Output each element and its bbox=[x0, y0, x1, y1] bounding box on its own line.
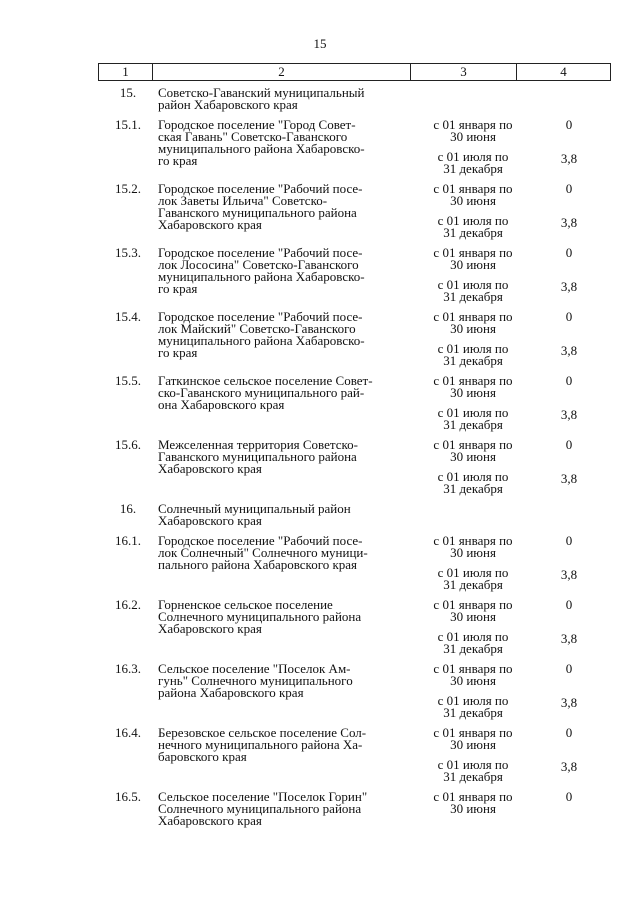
row-number: 15.1. bbox=[115, 117, 141, 132]
row-name-line: пального района Хабаровского края bbox=[158, 557, 358, 572]
row-name-line: Гаткинское сельское поселение Совет- bbox=[158, 373, 373, 388]
row-name bbox=[158, 311, 418, 367]
row-name-line: лок Солнечный" Солнечного муници- bbox=[158, 545, 368, 560]
row-number: 16.1. bbox=[115, 533, 141, 548]
period-line: с 01 января по bbox=[433, 725, 513, 740]
row-name-line: ская Гавань" Советско-Гаванского bbox=[158, 129, 348, 144]
rate-value: 3,8 bbox=[560, 407, 578, 422]
period-cell bbox=[418, 439, 528, 463]
period-line: с 01 июля по bbox=[437, 693, 509, 708]
period-line: с 01 июля по bbox=[437, 213, 509, 228]
table-row bbox=[98, 247, 610, 303]
row-number: 16.2. bbox=[115, 597, 141, 612]
row-name-line: го края bbox=[158, 281, 198, 296]
row-name-line: Хабаровского края bbox=[158, 813, 262, 828]
period-cell bbox=[418, 375, 528, 399]
row-values bbox=[528, 375, 610, 431]
page-number: 15 bbox=[313, 36, 327, 51]
period-cell bbox=[418, 471, 528, 495]
row-name-line: муниципального района Хабаровско- bbox=[158, 333, 365, 348]
period-line: с 01 января по bbox=[433, 245, 513, 260]
row-name-line: Городское поселение "Рабочий посе- bbox=[158, 245, 363, 260]
row-name-line: ско-Гаванского муниципального рай- bbox=[158, 385, 365, 400]
row-number: 15.3. bbox=[115, 245, 141, 260]
row-name-line: гунь" Солнечного муниципального bbox=[158, 673, 353, 688]
period-line: 30 июня bbox=[450, 193, 496, 208]
row-periods bbox=[418, 599, 528, 655]
period-cell bbox=[418, 247, 528, 271]
column-header-2: 2 bbox=[153, 64, 411, 81]
row-periods bbox=[418, 311, 528, 367]
table-row bbox=[98, 311, 610, 367]
table-row bbox=[98, 119, 610, 175]
table-row bbox=[98, 727, 610, 783]
row-number: 15.2. bbox=[115, 181, 141, 196]
period-line: 31 декабря bbox=[443, 481, 503, 496]
row-name-line: Городское поселение "Город Совет- bbox=[158, 117, 356, 132]
table-row bbox=[98, 375, 610, 431]
rate-value: 0 bbox=[565, 181, 573, 196]
period-line: 30 июня bbox=[450, 449, 496, 464]
row-name-line: Солнечный муниципальный район bbox=[158, 501, 351, 516]
period-line: с 01 июля по bbox=[437, 629, 509, 644]
row-periods bbox=[418, 247, 528, 303]
row-name-line: Сельское поселение "Поселок Горин" bbox=[158, 789, 368, 804]
row-name-line: Хабаровского края bbox=[158, 513, 262, 528]
period-line: 31 декабря bbox=[443, 353, 503, 368]
row-name-line: Советско-Гаванский муниципальный bbox=[158, 85, 365, 100]
period-line: 30 июня bbox=[450, 673, 496, 688]
row-periods bbox=[418, 503, 528, 527]
period-line: с 01 января по bbox=[433, 309, 513, 324]
row-periods bbox=[418, 87, 528, 111]
period-line: с 01 июля по bbox=[437, 469, 509, 484]
table-row bbox=[98, 439, 610, 495]
period-cell bbox=[418, 695, 528, 719]
rate-value: 0 bbox=[565, 597, 573, 612]
period-line: 30 июня bbox=[450, 385, 496, 400]
table-row bbox=[98, 183, 610, 239]
row-name-line: она Хабаровского края bbox=[158, 397, 285, 412]
row-name bbox=[158, 663, 418, 719]
row-name-line: лок Майский" Советско-Гаванского bbox=[158, 321, 356, 336]
period-cell bbox=[418, 663, 528, 687]
row-name bbox=[158, 535, 418, 591]
row-values bbox=[528, 119, 610, 175]
row-name-line: Сельское поселение "Поселок Ам- bbox=[158, 661, 351, 676]
row-name bbox=[158, 375, 418, 431]
row-name-line: район Хабаровского края bbox=[158, 97, 298, 112]
column-header-3: 3 bbox=[411, 64, 517, 81]
row-number: 16.4. bbox=[115, 725, 141, 740]
row-name-line: Солнечного муниципального района bbox=[158, 801, 362, 816]
period-line: с 01 июля по bbox=[437, 405, 509, 420]
rate-value: 3,8 bbox=[560, 695, 578, 710]
period-line: с 01 января по bbox=[433, 661, 513, 676]
row-values bbox=[528, 87, 610, 111]
row-name bbox=[158, 183, 418, 239]
rate-value: 0 bbox=[565, 373, 573, 388]
row-name-line: района Хабаровского края bbox=[158, 685, 304, 700]
period-line: 31 декабря bbox=[443, 641, 503, 656]
period-line: с 01 июля по bbox=[437, 565, 509, 580]
row-name bbox=[158, 599, 418, 655]
rate-value: 0 bbox=[565, 309, 573, 324]
period-cell bbox=[418, 311, 528, 335]
period-line: 30 июня bbox=[450, 545, 496, 560]
period-cell bbox=[418, 727, 528, 751]
row-values bbox=[528, 311, 610, 367]
row-number: 15.5. bbox=[115, 373, 141, 388]
period-cell bbox=[418, 119, 528, 143]
period-cell bbox=[418, 567, 528, 591]
period-cell bbox=[418, 279, 528, 303]
rate-value: 0 bbox=[565, 725, 573, 740]
row-values bbox=[528, 247, 610, 303]
period-line: с 01 января по bbox=[433, 437, 513, 452]
row-number: 15. bbox=[119, 85, 137, 100]
column-header-4: 4 bbox=[517, 64, 611, 81]
column-header-row bbox=[98, 63, 611, 81]
row-name-line: баровского края bbox=[158, 749, 247, 764]
row-periods bbox=[418, 727, 528, 783]
rate-value: 0 bbox=[565, 533, 573, 548]
row-number: 15.6. bbox=[115, 437, 141, 452]
row-name-line: муниципального района Хабаровско- bbox=[158, 141, 365, 156]
row-number: 16.3. bbox=[115, 661, 141, 676]
period-cell bbox=[418, 215, 528, 239]
period-cell bbox=[418, 631, 528, 655]
period-line: 31 декабря bbox=[443, 417, 503, 432]
rate-value: 3,8 bbox=[560, 567, 578, 582]
row-name bbox=[158, 119, 418, 175]
row-values bbox=[528, 791, 610, 827]
rate-value: 0 bbox=[565, 661, 573, 676]
rate-value: 3,8 bbox=[560, 151, 578, 166]
period-line: с 01 января по bbox=[433, 181, 513, 196]
period-line: с 01 января по bbox=[433, 789, 513, 804]
row-name-line: нечного муниципального района Ха- bbox=[158, 737, 363, 752]
period-line: с 01 июля по bbox=[437, 341, 509, 356]
row-name-line: Хабаровского края bbox=[158, 217, 262, 232]
table-row bbox=[98, 599, 610, 655]
row-values bbox=[528, 183, 610, 239]
row-name bbox=[158, 439, 418, 495]
row-periods bbox=[418, 119, 528, 175]
rate-value: 3,8 bbox=[560, 759, 578, 774]
period-line: с 01 июля по bbox=[437, 757, 509, 772]
row-name-line: муниципального района Хабаровско- bbox=[158, 269, 365, 284]
table-row bbox=[98, 535, 610, 591]
row-name-line: Горненское сельское поселение bbox=[158, 597, 333, 612]
row-values bbox=[528, 439, 610, 495]
period-line: с 01 января по bbox=[433, 117, 513, 132]
period-line: с 01 июля по bbox=[437, 277, 509, 292]
row-periods bbox=[418, 375, 528, 431]
table-row bbox=[98, 503, 610, 527]
period-line: 31 декабря bbox=[443, 289, 503, 304]
period-line: 30 июня bbox=[450, 321, 496, 336]
row-values bbox=[528, 599, 610, 655]
rate-value: 0 bbox=[565, 117, 573, 132]
row-values bbox=[528, 663, 610, 719]
period-line: 31 декабря bbox=[443, 705, 503, 720]
row-name-line: Городское поселение "Рабочий посе- bbox=[158, 533, 363, 548]
row-periods bbox=[418, 791, 528, 827]
column-header-1: 1 bbox=[99, 64, 153, 81]
row-name bbox=[158, 727, 418, 783]
row-name-line: Гаванского муниципального района bbox=[158, 449, 357, 464]
rate-value: 0 bbox=[565, 245, 573, 260]
row-name-line: Гаванского муниципального района bbox=[158, 205, 357, 220]
table-row bbox=[98, 791, 610, 827]
period-line: с 01 января по bbox=[433, 373, 513, 388]
rate-value: 3,8 bbox=[560, 343, 578, 358]
table-row bbox=[98, 87, 610, 111]
period-cell bbox=[418, 759, 528, 783]
row-name-line: лок Лососина" Советско-Гаванского bbox=[158, 257, 359, 272]
row-name-line: го края bbox=[158, 153, 198, 168]
row-periods bbox=[418, 663, 528, 719]
row-name-line: Межселенная территория Советско- bbox=[158, 437, 358, 452]
row-number: 15.4. bbox=[115, 309, 141, 324]
rate-value: 3,8 bbox=[560, 215, 578, 230]
period-cell bbox=[418, 343, 528, 367]
row-name-line: Хабаровского края bbox=[158, 621, 262, 636]
period-cell bbox=[418, 791, 528, 815]
row-periods bbox=[418, 535, 528, 591]
row-name bbox=[158, 503, 418, 527]
row-name-line: Солнечного муниципального района bbox=[158, 609, 362, 624]
rate-value: 0 bbox=[565, 789, 573, 804]
period-cell bbox=[418, 407, 528, 431]
period-cell bbox=[418, 151, 528, 175]
period-cell bbox=[418, 599, 528, 623]
period-line: 30 июня bbox=[450, 737, 496, 752]
table-row bbox=[98, 663, 610, 719]
period-cell bbox=[418, 535, 528, 559]
period-line: 30 июня bbox=[450, 129, 496, 144]
period-line: с 01 июля по bbox=[437, 149, 509, 164]
row-values bbox=[528, 535, 610, 591]
row-name-line: лок Заветы Ильича" Советско- bbox=[158, 193, 328, 208]
rate-value: 3,8 bbox=[560, 279, 578, 294]
rate-value: 3,8 bbox=[560, 631, 578, 646]
period-line: 31 декабря bbox=[443, 225, 503, 240]
rate-value: 0 bbox=[565, 437, 573, 452]
table-body bbox=[98, 87, 610, 835]
row-periods bbox=[418, 439, 528, 495]
row-name bbox=[158, 247, 418, 303]
row-name bbox=[158, 87, 418, 111]
row-values bbox=[528, 727, 610, 783]
rate-value: 3,8 bbox=[560, 471, 578, 486]
row-name-line: го края bbox=[158, 345, 198, 360]
period-line: 30 июня bbox=[450, 801, 496, 816]
period-line: 31 декабря bbox=[443, 161, 503, 176]
row-name-line: Березовское сельское поселение Сол- bbox=[158, 725, 367, 740]
period-line: 30 июня bbox=[450, 257, 496, 272]
row-name bbox=[158, 791, 418, 827]
row-periods bbox=[418, 183, 528, 239]
period-line: с 01 января по bbox=[433, 533, 513, 548]
row-number: 16.5. bbox=[115, 789, 141, 804]
row-name-line: Хабаровского края bbox=[158, 461, 262, 476]
period-line: 31 декабря bbox=[443, 577, 503, 592]
period-line: с 01 января по bbox=[433, 597, 513, 612]
period-line: 31 декабря bbox=[443, 769, 503, 784]
period-cell bbox=[418, 183, 528, 207]
period-line: 30 июня bbox=[450, 609, 496, 624]
row-values bbox=[528, 503, 610, 527]
row-name-line: Городское поселение "Рабочий посе- bbox=[158, 181, 363, 196]
row-name-line: Городское поселение "Рабочий посе- bbox=[158, 309, 363, 324]
row-number: 16. bbox=[119, 501, 137, 516]
